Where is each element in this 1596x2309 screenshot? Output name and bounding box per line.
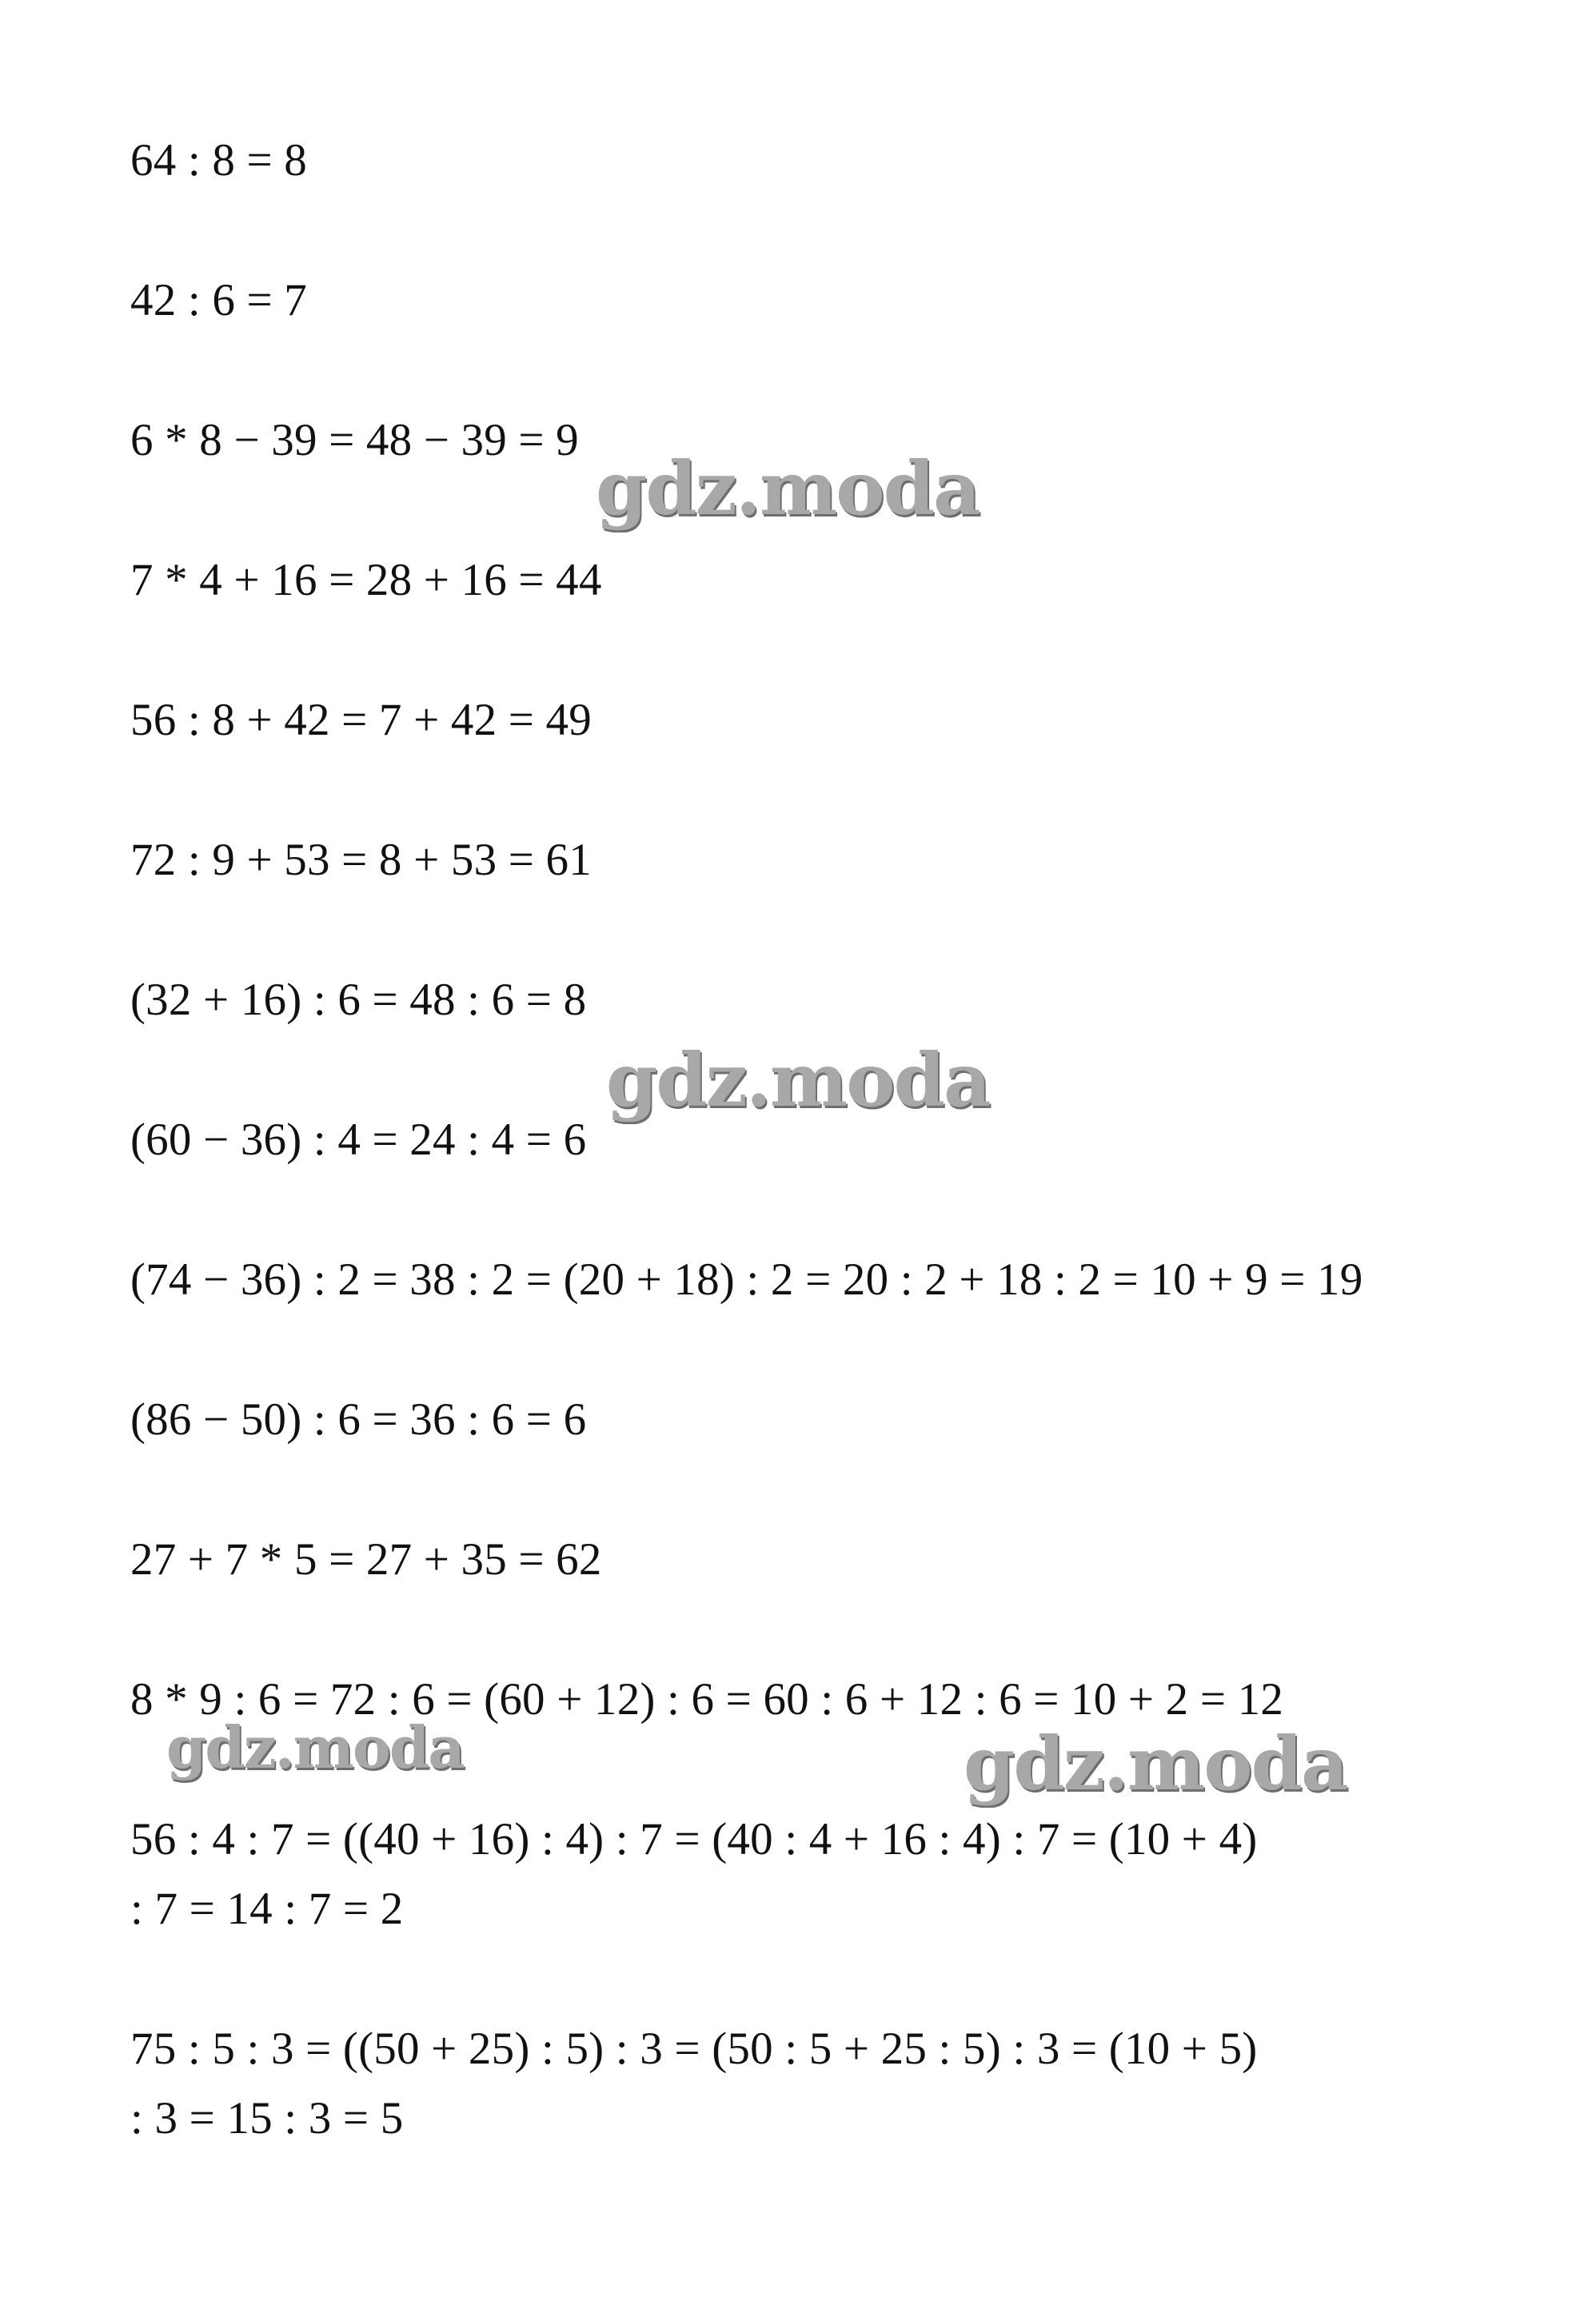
equation-line: (32 + 16) : 6 = 48 : 6 = 8 xyxy=(130,975,587,1025)
equation-line-continuation: : 7 = 14 : 7 = 2 xyxy=(130,1884,404,1934)
equation-line: (60 − 36) : 4 = 24 : 4 = 6 xyxy=(130,1115,587,1165)
equation-line: 56 : 8 + 42 = 7 + 42 = 49 xyxy=(130,695,592,745)
equation-line-continuation: : 3 = 15 : 3 = 5 xyxy=(130,2093,404,2144)
watermark-logo: gdz.moda xyxy=(606,1037,990,1123)
equation-line: 7 * 4 + 16 = 28 + 16 = 44 xyxy=(130,555,602,605)
watermark-logo: gdz.moda xyxy=(964,1721,1347,1807)
equation-line: 56 : 4 : 7 = ((40 + 16) : 4) : 7 = (40 : 4 + 16 : 4) : 7 = (10 + 4) xyxy=(130,1814,1258,1864)
equation-line: 72 : 9 + 53 = 8 + 53 = 61 xyxy=(130,835,592,885)
watermark-logo: gdz.moda xyxy=(166,1713,464,1781)
equation-line: 27 + 7 * 5 = 27 + 35 = 62 xyxy=(130,1534,602,1585)
equation-line: 8 * 9 : 6 = 72 : 6 = (60 + 12) : 6 = 60 : 6 + 12 : 6 = 10 + 2 = 12 xyxy=(130,1674,1284,1725)
equation-line: 64 : 8 = 8 xyxy=(130,135,307,185)
equation-line: (74 − 36) : 2 = 38 : 2 = (20 + 18) : 2 = 20 : 2 + 18 : 2 = 10 + 9 = 19 xyxy=(130,1254,1363,1305)
equation-line: 42 : 6 = 7 xyxy=(130,275,307,325)
equation-line: 75 : 5 : 3 = ((50 + 25) : 5) : 3 = (50 : 5 + 25 : 5) : 3 = (10 + 5) xyxy=(130,2024,1258,2074)
equation-line: 6 * 8 − 39 = 48 − 39 = 9 xyxy=(130,415,579,465)
equation-line: (86 − 50) : 6 = 36 : 6 = 6 xyxy=(130,1394,587,1445)
watermark-logo: gdz.moda xyxy=(596,445,980,532)
